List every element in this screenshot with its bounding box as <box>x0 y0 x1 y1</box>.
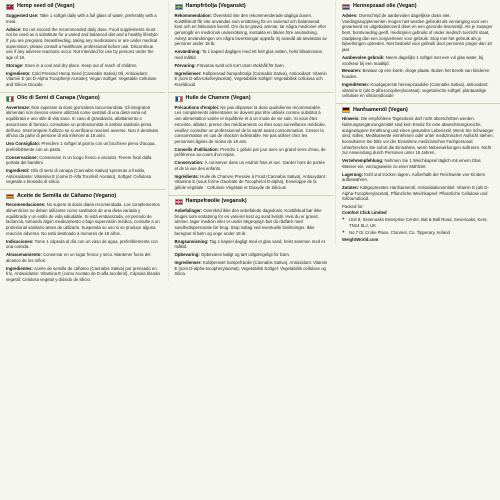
paragraph-recommendation: Rekommendation: Överskrid inte den rekommenderade dagliga dosen. Kosttillskott får inte användas som ersättning för en varierad och balanserad kost och en hälsosam livsstil. Om du är gravid, ammar, tar några mediciner eller genomgår en medicinsk undersökning, kontakta en läkare före användning. Avbryt användningen om några biverkningar uppstår. Ej avsedd att användas av personer under 18 år. <box>174 13 327 47</box>
paragraph-storage: Conservation: À conserver dans un endroit frais et sec. Garder hors de portée et de la vue des enfants. <box>174 160 325 171</box>
website: WeightWorld.com <box>342 236 379 242</box>
section-title: Huile de Chanvre (Vegan) <box>185 95 251 102</box>
section-header <box>342 106 495 114</box>
paragraph-use: Conseils d'utilisation: Prendre 1 gélule par jour avec un grand verre d'eau, de préférence au cours d'un repas. <box>174 146 326 158</box>
paragraph-ingredients: Ingredienser: Koldpresset hampefrøolie (Cannabis Sativa), Antioxidant: Vitamin E (som D-alpha-tocopherylacetat), Vegetabilsk Softgel: Vegetabilsk cellulose og Silica. <box>174 259 328 277</box>
sweden-flag-icon <box>175 4 183 10</box>
paragraph-storage: Conservazione: Conservare in un luogo fresco e asciutto. Tenere fuori dalla portata dei bambini. <box>6 154 152 166</box>
section-title: Aceite de Semilla de Cáñamo (Vegano) <box>17 192 117 199</box>
column-3 <box>335 1 500 500</box>
paragraph-use: Verzehrempfehlung: Nehmen Sie 1 Weichkapsel täglich mit einem Glas Wasser ein, vorzugsweise zu einer Mahlzeit. <box>342 158 481 169</box>
paragraph-storage: Opbevaring: Opbevares køligt og tørt utilgængeligt for børn. <box>174 252 291 258</box>
section-dutch <box>335 1 500 104</box>
section-header <box>175 198 328 206</box>
paragraph-notice: Hinweis: Die empfohlene Tagesdosis darf nicht überschritten werden. Nahrungsergänzungsmittel sind kein Ersatz für eine abwechslungsreiche, ausgewogene Ernährung und einen gesunden Lebensstil. Wenn Sie schwanger sind, stillen, Medikamente einnehmen oder unter medizinischer Aufsicht stehen, konsultieren Sie bitte vor der Einnahme medizinisches Fachpersonal. Unterbrechen Sie sofort die Einnahme, wenn Nebenwirkungen auftreten. Nicht zur Anwendung durch Personen unter 18 Jahren. <box>342 116 494 156</box>
paragraph-use: Användning: Ta 1 kapsel dagligen med ett helt glas vatten, helst tillsammans med måltid. <box>174 49 323 60</box>
company-name: Comfort Click Limited <box>342 209 387 215</box>
section-header <box>175 95 328 103</box>
uk-flag-icon <box>6 4 14 10</box>
spain-flag-icon <box>6 194 14 200</box>
paragraph-warnings: Avvertenze: Non superare la dose giornaliera raccomandata. Gli integratori alimentari non devono essere utilizzati come sostituti di una dieta varia ed equilibrata e uno stile di vita sano. In caso di gravidanza, allattamento o assunzione di farmaci, consultare un professionista in ambito sanitario prima dell'uso. Interrompere l'utilizzo se si verificano reazioni avverse. Non è destinato all'uso da parte di persone di età inferiore ai 18 anni. <box>6 104 159 139</box>
paragraph-use: Aanbevolen gebruik: Neem dagelijks 1 softgel met een vol glas water, bij voorkeur bij een maaltijd. <box>342 54 484 66</box>
paragraph-ingredients: Ingredients: Cold Pressed Hemp Seed (Cannabis Sativa) Oil, Antioxidant: Vitamin E (as D-Alpha Tocopheryl Acetate), Vegan Softgel: Vegetable Cellulose and Silicon Dioxide. <box>6 70 157 87</box>
section-swedish <box>168 1 333 93</box>
section-french <box>168 93 333 196</box>
section-italian <box>0 93 165 190</box>
address-ie: No 7 Dr Croke Place, Clonmel, Co. Tipperary, Ireland <box>349 229 450 235</box>
address-uk-line <box>342 217 495 228</box>
denmark-flag-icon <box>175 199 183 205</box>
section-english <box>0 1 165 93</box>
paragraph-recommendations: Recomendaciones: No supere la dosis diaria recomendada. Los complementos alimenticios no deben utilizarse como sustitutos de una dieta variada y equilibrada y un estilo de vida saludable. Si está embarazada, en período de lactancia, tomando algún medicamento o bajo supervisión médica, consulte a un profesional sanitario antes de utilizarlo. Suspenda su uso si se produce alguna reacción adversa. No está destinado a menores de 18 años. <box>6 202 160 236</box>
section-header <box>175 3 328 11</box>
italy-flag-icon <box>6 96 14 102</box>
contact-block <box>342 204 495 242</box>
section-german <box>335 104 500 244</box>
section-title: Hennepzaad olie (Vegan) <box>353 3 417 10</box>
paragraph-ingredients: Zutaten: Kaltgepresstes Hanfsamenöl, Antioxidationsmittel: Vitamin E (als D-Alpha-Tocopherylacetat), Pflanzliche Weichkapsel: Pflanzliche Cellulose und Siliziumdioxid. <box>342 185 489 202</box>
paragraph-storage: Storage: Store in a cool and dry place. Keep out of reach of children. <box>6 62 138 68</box>
netherlands-flag-icon <box>342 4 350 10</box>
paragraph-storage: Förvaring: Förvaras svalt och torrt utom räckhåll för barn. <box>174 62 285 68</box>
paragraph-suggested-use: Suggested Use: Take 1 softgel daily with a full glass of water, preferably with a meal. <box>6 13 157 24</box>
paragraph-storage: Lagerung: Kühl und trocken lagern. Außerhalb der Reichweite von Kindern aufbewahren. <box>342 171 486 183</box>
paragraph-ingredients: Ingrédients: Huile de Chanvre Pressée à Froid (Cannabis Sativa), Antioxydant : Vitamine E (sous forme d'acétate de Tocophérol D-alpha), Enveloppe de la gélule végétale : Cellulose Végétale et Dioxyde de Silicium <box>174 173 328 191</box>
paragraph-use: Uso Consigliato: Prendere 1 softgel al giorno con un bicchiere pieno d'acqua, preferibilmente con un pasto. <box>6 141 156 152</box>
section-header <box>6 3 160 11</box>
address-uk: Unit 8, Sevenoaks Enterprise Centre, Bat & Ball Road, Sevenoaks, Kent, TN14 5LJ, UK <box>349 216 488 228</box>
column-1 <box>0 1 165 500</box>
paragraph-use: Brugsanvisning: Tag 1 kapsel dagligt med et glas vand, helst sammen med et måltid. <box>174 238 325 250</box>
paragraph-advice: Advies: Overschrijd de aanbevolen dagelijkse dosis niet. Voedingssupplementen mogen niet worden gebruikt als vervanging voor een gevarieerd en uitgebalanceerd dieet en een gezonde levensstijl. Als je zwanger bent, borstvoeding geeft, medicijnen gebruikt of onder medisch toezicht staat, raadpleeg dan een zorgverlener voor gebruik. Stop met het gebruik als je bijwerkingen optreden. Niet bedoeld voor gebruik door personen jonger dan 18 jaar. <box>342 13 493 53</box>
section-header <box>6 95 160 103</box>
section-title: Hanfsamenöl (Vegan) <box>353 106 408 113</box>
section-header <box>6 192 160 200</box>
ireland-location-icon: ● <box>342 228 345 234</box>
paragraph-ingredients: Ingrediënten: Koudgeperste hennepzaadolie (Cannabis Sativa), antioxidant: vitamine E (als D-alfa-tocopherylacetaat), vegetarische softgel: plantaardige cellulose en siliciumdioxide <box>342 81 489 99</box>
section-spanish <box>0 190 165 286</box>
address-ie-line <box>342 230 495 236</box>
france-flag-icon <box>175 96 183 102</box>
paragraph-ingredients: Ingredienti: Olio di semi di canapa (Cannabis Sativa) spremuto a freddo, Antiossidante: Vitamina E (come D-Alfa Tocoferil Acetato), Softgel: Cellulosa vegetale e biossido di silicio. <box>6 168 152 185</box>
paragraph-storage: Bewaren: Bewaar op een koele, droge plaats. Buiten het bereik van kinderen houden. <box>342 68 490 80</box>
paragraph-storage: Almacenamiento: Conservar en un lugar fresco y seco. Mantener fuera del alcance de los niños. <box>6 252 151 263</box>
section-title: Hemp seed oil (Vegan) <box>17 3 75 10</box>
packed-for-label: Packed for: <box>342 204 364 210</box>
paragraph-ingredients: Ingredienser: Kallpressad hampafröolja (Cannabis Sativa), Antioxidant: Vitamin E (som D-alfa-tokoferylacetat), Vegetabilisk Softgel: Vegetabilisk cellulosa och Kiseldioxid <box>174 70 327 87</box>
section-title: Olio di Semi di Canapa (Vegano) <box>17 95 100 102</box>
uk-location-icon: ● <box>342 215 345 221</box>
section-danish <box>168 196 333 281</box>
paragraph-directions: Indicaciones: Tome 1 cápsula al día con un vaso de agua, preferiblemente con una comida. <box>6 238 158 250</box>
paragraph-advice: Advice: Do not exceed the recommended daily dose. Food supplements must not be used as a substitute for a varied and balanced diet and a healthy lifestyle. If you are pregnant, breastfeeding, taking any medications or are under medical supervision, please consult a healthcare professional before use. Discontinue use if any adverse reactions occur. Not intended for use by persons under the age of 18. <box>6 26 159 60</box>
paragraph-precautions: Précautions d'emploi: Ne pas dépasser la dose quotidienne recommandée. Les compléments alimentaires ne doivent pas être utilisés comme substitut à une alimentation variée et équilibrée et à un mode de vie sain. Si vous êtes enceinte, allaitez, prenez des médicaments ou êtes sous surveillance médicale, veuillez consulter un professionnel de la santé avant consommation. Cesser la consommation en cas de réaction indésirable. Ne pas utiliser chez les personnes âgées de moins de 18 ans. <box>174 104 326 144</box>
paragraph-recommendations: Anbefalinger: Overskrid ikke den anbefalede dagsdosis. Kosttilskud bør ikke bruges som erstatning for en varieret kost og sund livsstil. Hvis du er gravid, ammer, tager medicin eller er under lægeopsyn bør du rådføre med sundhedspersonale før brug. Stop indtag ved eventuelle bivirkninger. Ikke beregnet til børn og unge under 18 år. <box>174 207 322 236</box>
section-header <box>342 3 495 11</box>
paragraph-ingredients: Ingredientes: Aceite de semilla de cáñamo (Cannabis Sativa) por prensado en frío, Antioxidante: Vitamina E (como Acetato de D-alfa tocoferol), Cápsula blanda vegetal: Celulosa vegetal y dióxido de silicio. <box>6 265 160 282</box>
germany-flag-icon <box>342 107 350 113</box>
section-title: Hampefrøolie (vegansk) <box>185 198 247 205</box>
section-title: Hampfröolja (Veganskt) <box>185 3 246 10</box>
column-2 <box>168 1 333 500</box>
